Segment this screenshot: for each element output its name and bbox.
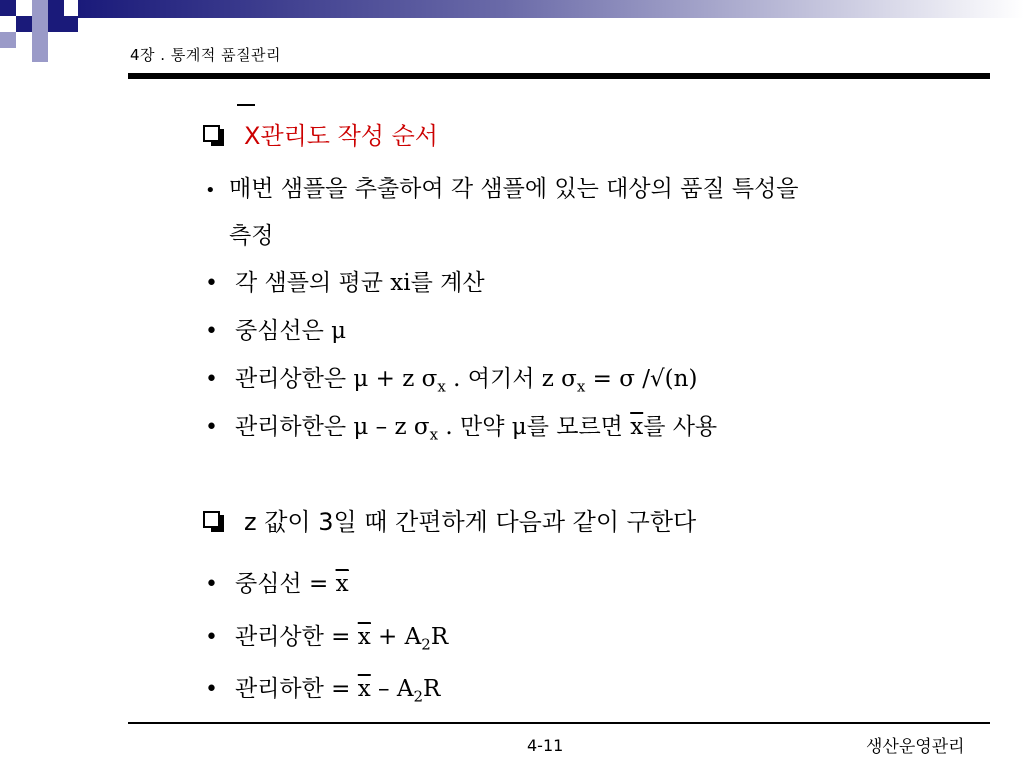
list-item: • 관리하한 = $\overline{x} - A_2R$ [205, 676, 441, 706]
course-name: 생산운영관리 [866, 737, 965, 757]
list-item: • 매번 샘플을 추출하여 각 샘플에 있는 대상의 품질 특성을 [205, 176, 799, 202]
section2-heading-text: z 값이 3일 때 간편하게 다음과 같이 구한다 [244, 508, 697, 536]
bullet-icon: • [205, 677, 218, 702]
section1-heading [203, 116, 438, 151]
list-item: • 각 샘플의 평균 xi를 계산 [205, 270, 485, 296]
x-bar-symbol: $\overline{x}$ [357, 676, 371, 702]
list-item: • 관리상한 = $\overline{x} + A_2R$ [205, 624, 449, 654]
x-overline-mark [237, 104, 255, 106]
bullet-icon: • [205, 572, 218, 597]
list-item: • 중심선은 μ [205, 318, 347, 344]
top-divider [128, 73, 990, 79]
bullet-icon: • [205, 180, 216, 201]
list-item: • 관리하한은 μ – z $\sigma_x$ . 만약 μ를 모르면 $\overline{x}$를 사용 [205, 414, 718, 444]
checkbox-bullet-icon [203, 511, 220, 528]
x-double-bar-symbol: $\overline{x}$ [335, 571, 349, 597]
page-number: 4-11 [527, 736, 564, 755]
bullet-icon: • [205, 625, 218, 650]
list-item: • 중심선 = $\overline{x}$ [205, 571, 349, 597]
bullet-icon: • [205, 319, 218, 344]
bullet-icon: • [205, 367, 218, 392]
bullet-icon: • [205, 415, 218, 440]
chapter-title: 4장 . 통계적 품질관리 [130, 46, 282, 64]
x-bar-symbol: $\overline{x}$ [630, 414, 644, 440]
bullet-icon: • [205, 271, 218, 296]
section2-heading [203, 502, 696, 537]
list-item: • 관리상한은 μ + z $\sigma_x$ . 여기서 z $\sigma_x = \sigma$ /√(n) [205, 366, 698, 396]
x-double-bar-symbol: $\overline{x}$ [357, 624, 371, 650]
checkbox-bullet-icon [203, 125, 220, 142]
list-item-continuation: 측정 [229, 223, 274, 249]
bottom-divider [128, 722, 990, 724]
section1-heading-text: X관리도 작성 순서 [244, 122, 438, 150]
